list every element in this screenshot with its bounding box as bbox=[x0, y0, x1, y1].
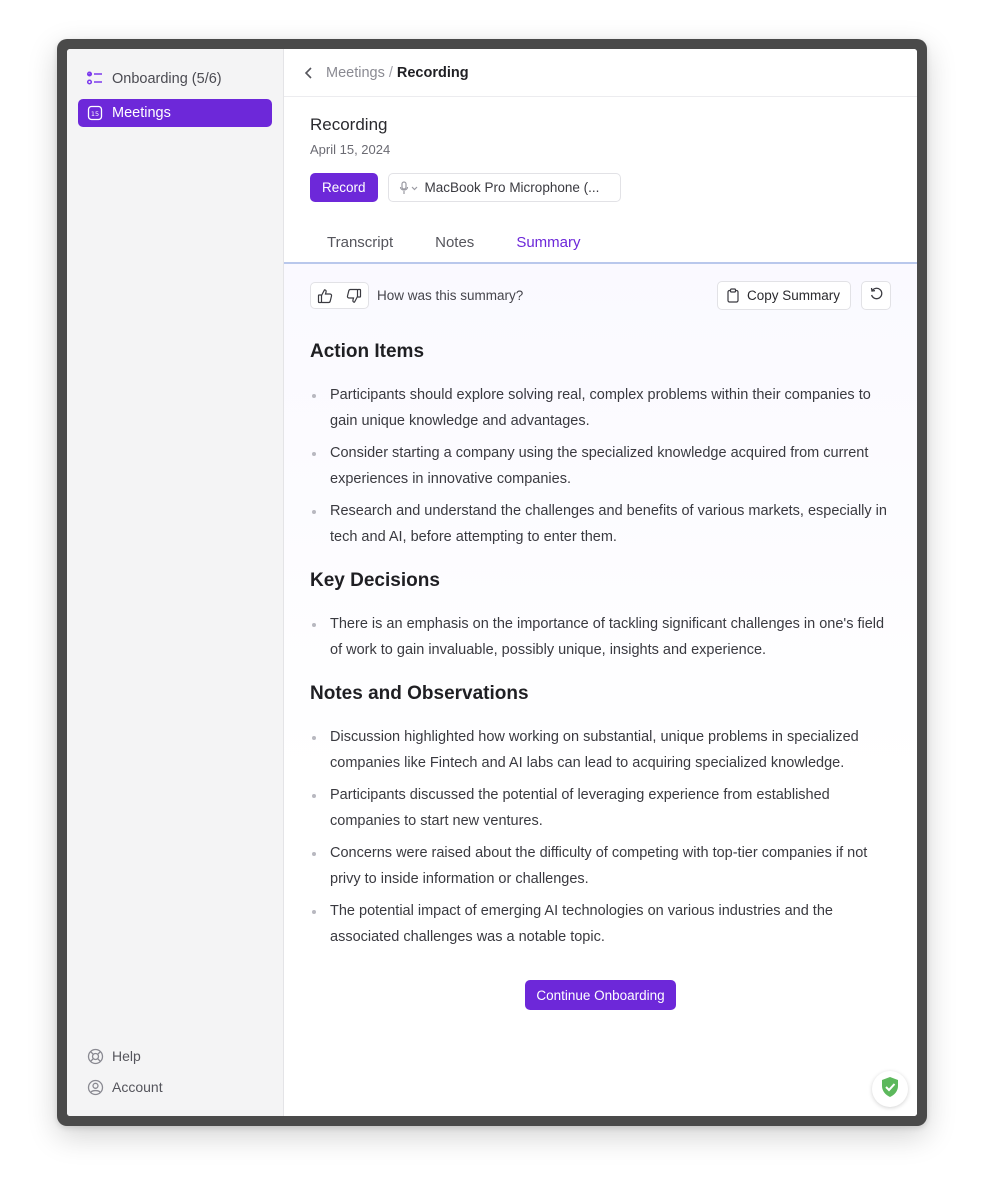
tab-notes[interactable]: Notes bbox=[435, 233, 475, 251]
key-decisions-list bbox=[310, 612, 891, 663]
list-item: There is an emphasis on the importance of tackling significant challenges in one's field of work to gain invaluable, possibly unique, insights and experience. bbox=[310, 612, 891, 663]
recording-date: April 15, 2024 bbox=[310, 142, 391, 157]
checklist-icon bbox=[86, 70, 104, 88]
account-icon bbox=[86, 1078, 104, 1096]
section-title-key-decisions: Key Decisions bbox=[310, 570, 440, 591]
breadcrumb-parent-link[interactable]: Meetings bbox=[326, 64, 385, 81]
app-window bbox=[67, 49, 917, 1116]
breadcrumb bbox=[284, 49, 917, 97]
sidebar-item-label: Onboarding (5/6) bbox=[112, 71, 222, 87]
tab-summary[interactable]: Summary bbox=[516, 233, 581, 251]
sidebar-item-help[interactable] bbox=[78, 1042, 272, 1070]
list-item: Research and understand the challenges and benefits of various markets, especially in tech and AI, before attempting to enter them. bbox=[310, 499, 891, 550]
list-item: Participants discussed the potential of leveraging experience from established companies to start new ventures. bbox=[310, 783, 891, 834]
list-item: Concerns were raised about the difficulty of competing with top-tier companies if not privy to inside information or challenges. bbox=[310, 841, 891, 892]
recording-controls bbox=[310, 173, 891, 202]
tab-transcript[interactable]: Transcript bbox=[327, 233, 394, 251]
svg-text:15: 15 bbox=[90, 110, 100, 118]
summary-content bbox=[284, 264, 917, 1116]
main-panel bbox=[284, 49, 917, 1116]
copy-summary-button[interactable] bbox=[717, 281, 851, 310]
breadcrumb-separator: / bbox=[388, 64, 393, 81]
thumbs-up-icon[interactable] bbox=[311, 282, 340, 309]
microphone-select[interactable] bbox=[388, 173, 621, 202]
sidebar-item-onboarding[interactable] bbox=[78, 65, 272, 93]
thumbs-down-icon[interactable] bbox=[340, 282, 369, 309]
help-lifebuoy-icon bbox=[86, 1047, 104, 1065]
section-title-action-items: Action Items bbox=[310, 341, 425, 362]
sidebar-item-label: Meetings bbox=[112, 105, 171, 121]
feedback-buttons bbox=[310, 282, 369, 309]
list-item: Discussion highlighted how working on substantial, unique problems in specialized companies like Fintech and AI labs can lead to acquiring specialized knowledge. bbox=[310, 725, 891, 776]
breadcrumb-current: Recording bbox=[396, 64, 469, 81]
security-badge[interactable] bbox=[872, 1071, 908, 1107]
list-item: The potential impact of emerging AI technologies on various industries and the associated challenges was a notable topic. bbox=[310, 899, 891, 950]
sidebar-item-meetings[interactable] bbox=[78, 99, 272, 127]
device-frame bbox=[57, 39, 927, 1126]
summary-toolbar bbox=[310, 281, 891, 310]
page-title: Recording bbox=[310, 115, 388, 134]
tab-bar bbox=[284, 222, 917, 264]
sidebar-item-label: Account bbox=[112, 1079, 163, 1095]
shield-check-icon bbox=[880, 1076, 900, 1103]
continue-onboarding-button[interactable]: Continue Onboarding bbox=[525, 980, 675, 1010]
refresh-icon bbox=[869, 286, 884, 306]
copy-summary-label: Copy Summary bbox=[746, 288, 840, 303]
sidebar bbox=[67, 49, 284, 1116]
microphone-select-value: MacBook Pro Microphone (... bbox=[424, 180, 600, 195]
notes-observations-list bbox=[310, 725, 891, 950]
record-button[interactable]: Record bbox=[310, 173, 378, 202]
continue-wrap bbox=[310, 980, 891, 1010]
regenerate-button[interactable] bbox=[861, 281, 891, 310]
action-items-list bbox=[310, 383, 891, 550]
sidebar-item-account[interactable] bbox=[78, 1073, 272, 1101]
list-item: Participants should explore solving real, complex problems within their companies to gain unique knowledge and advantages. bbox=[310, 383, 891, 434]
recording-header bbox=[284, 97, 917, 202]
feedback-question: How was this summary? bbox=[377, 288, 524, 303]
chevron-left-icon[interactable] bbox=[300, 64, 318, 82]
section-title-notes-observations: Notes and Observations bbox=[310, 683, 529, 704]
microphone-icon bbox=[399, 181, 419, 195]
list-item: Consider starting a company using the specialized knowledge acquired from current experiences in innovative companies. bbox=[310, 441, 891, 492]
calendar-icon bbox=[86, 104, 104, 122]
sidebar-bottom bbox=[78, 1042, 272, 1104]
clipboard-icon bbox=[726, 288, 740, 303]
sidebar-item-label: Help bbox=[112, 1048, 141, 1064]
